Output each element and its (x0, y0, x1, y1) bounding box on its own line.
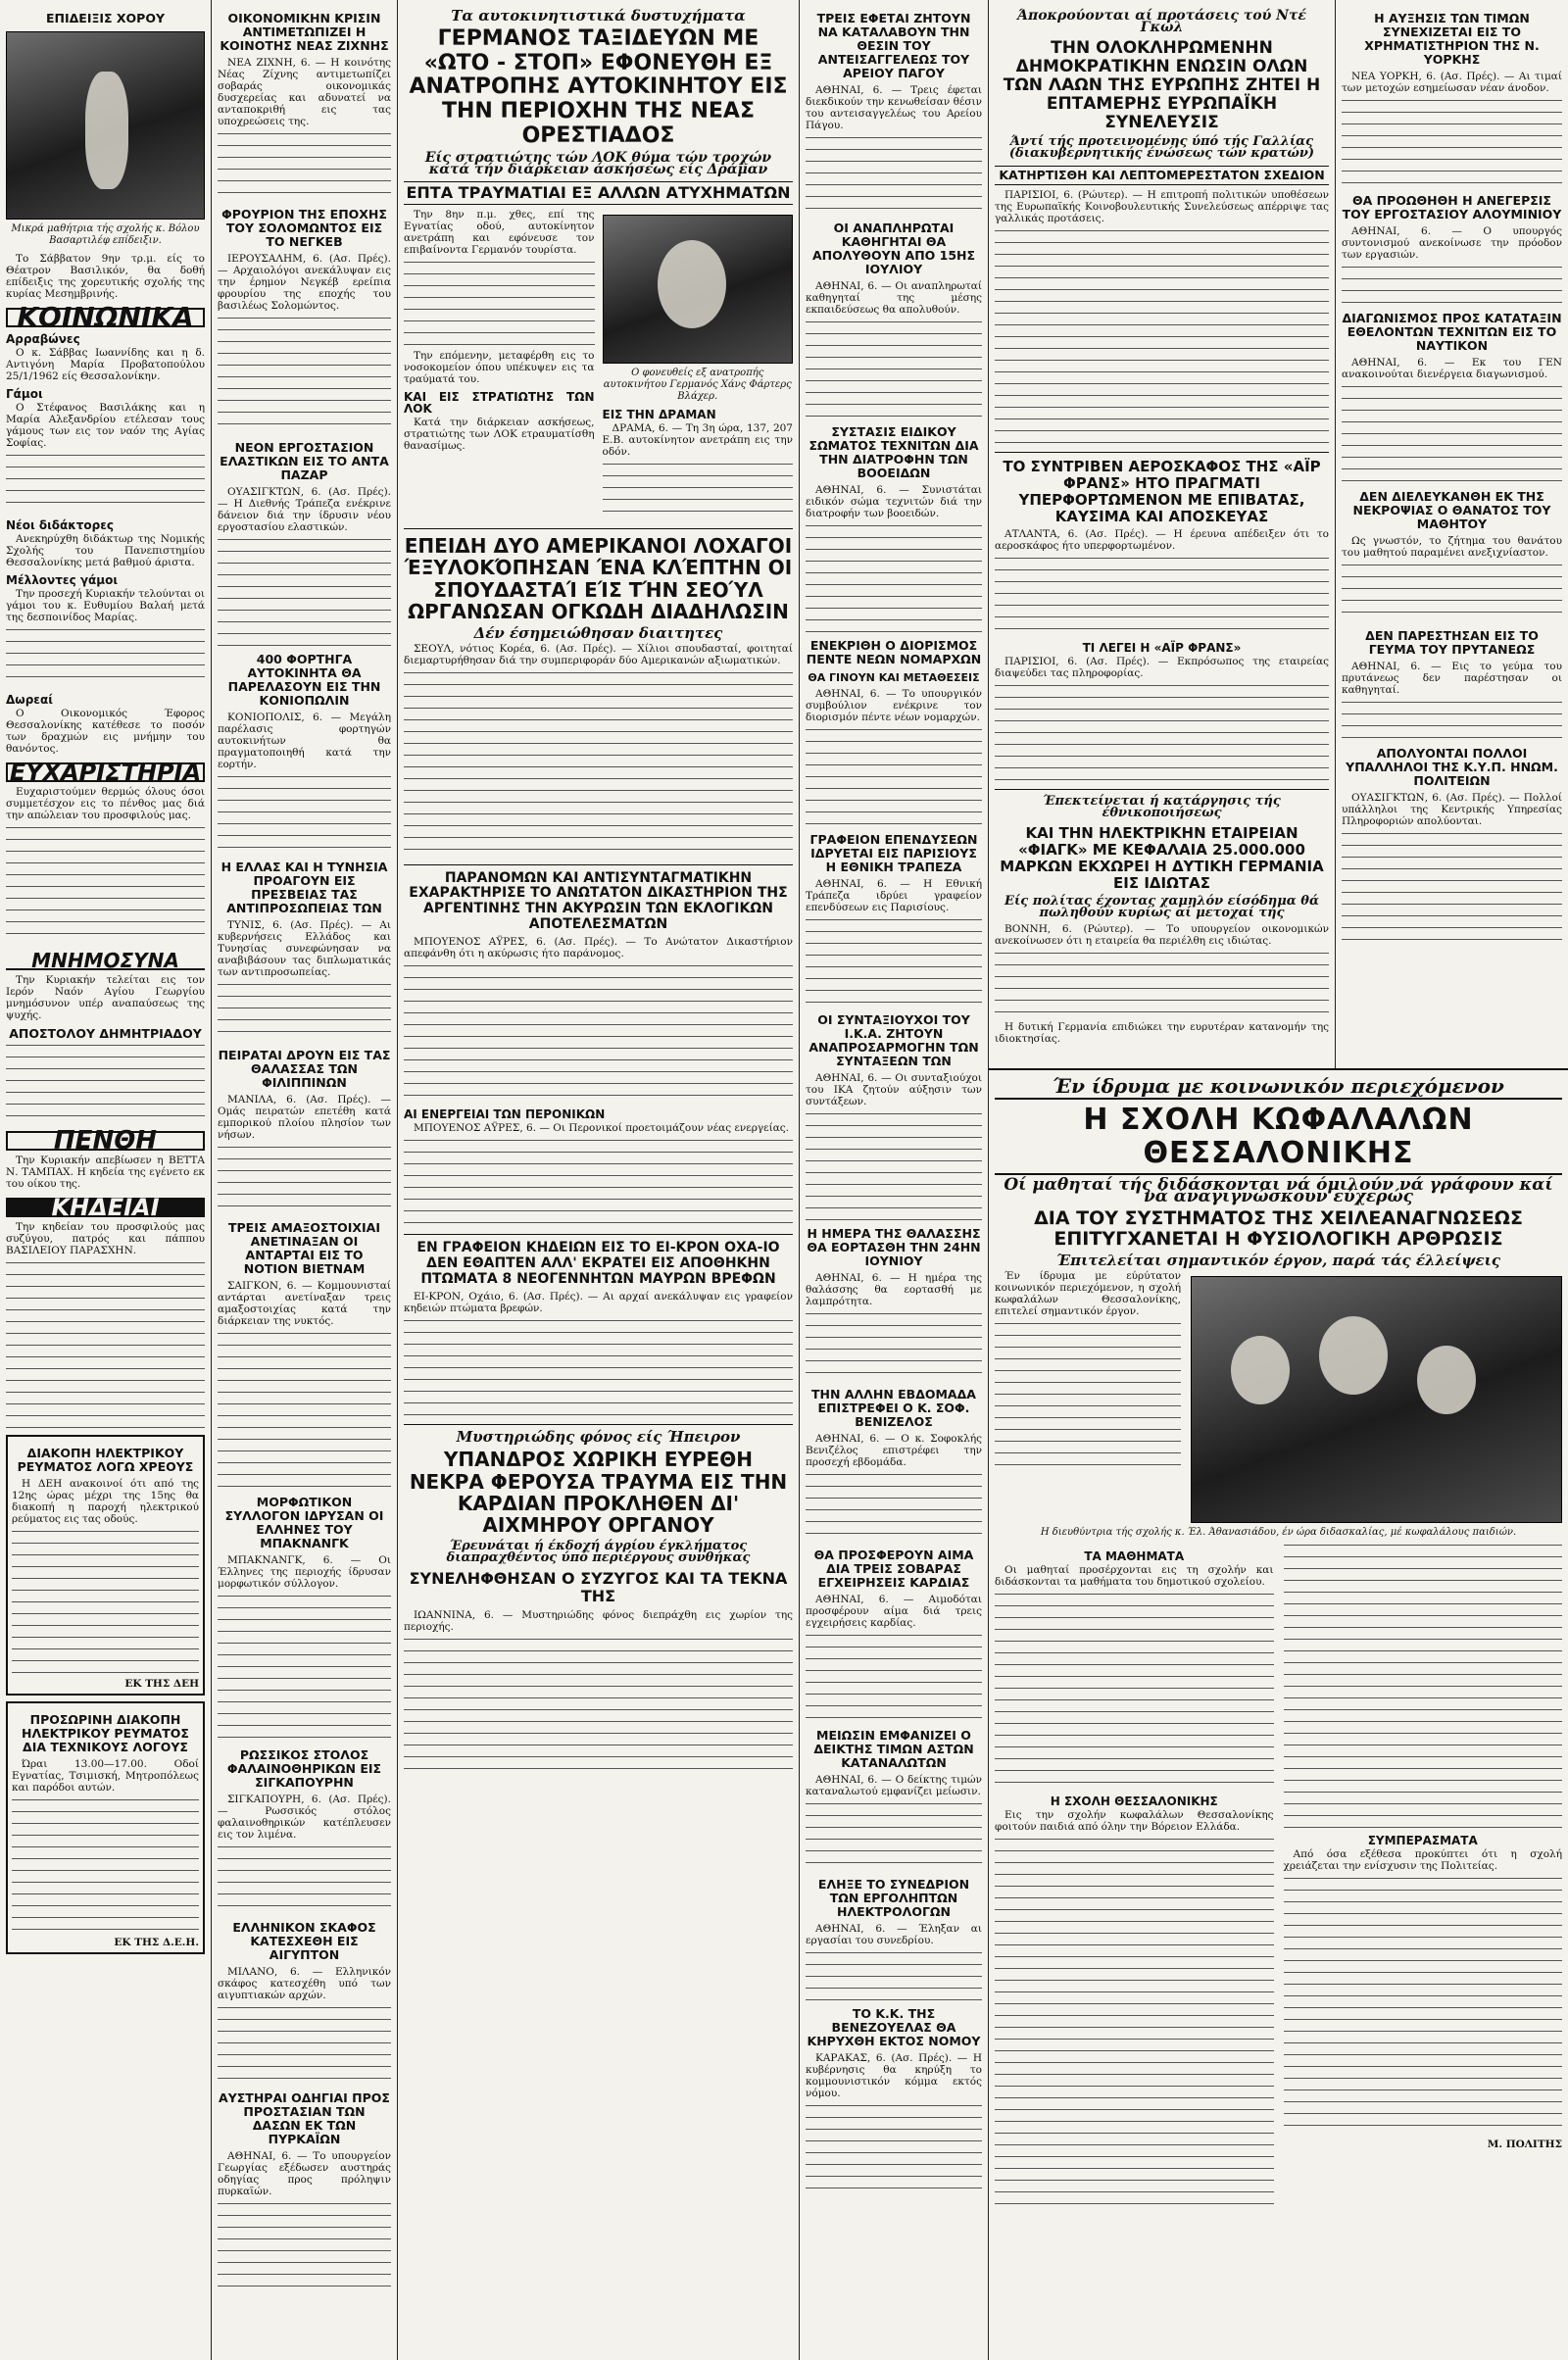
victim-photo (603, 215, 794, 364)
text-block (218, 133, 391, 202)
headline: ΣΥΝΕΛΗΦΘΗΣΑΝ Ο ΣΥΖΥΓΟΣ ΚΑΙ ΤΑ ΤΕΚΝΑ ΤΗΣ (409, 1568, 788, 1605)
subheading: ΤΙ ΛΕΓΕΙ Η «ΑΪΡ ΦΡΑΝΣ» (1082, 641, 1242, 656)
lead-headline: ΓΕΡΜΑΝΟΣ ΤΑΞΙΔΕΥΩΝ ΜΕ «ΩΤΟ - ΣΤΟΠ» ΕΦΟΝΕΥΘΗ ΕΞ ΑΝΑΤΡΟΠΗΣ ΑΥΤΟΚΙΝΗΤΟΥ ΕΙΣ ΤΗΝ ΠΕΡΙΟΧΗΝ ΤΗΣ ΝΕΑΣ ΟΡΕΣΤΙΑΔΟΣ (409, 26, 788, 148)
text-block (218, 539, 391, 647)
kicker: Τα αυτοκινητιστικά δυστυχήματα (451, 7, 746, 25)
article-text: ΑΘΗΝΑΙ, 6. — Το υπουργικόν συμβούλιον ενέκρινε τον διορισμόν πέντε νέων νομαρχών. (806, 688, 982, 724)
headline: ΕΠΤΑ ΤΡΑΥΜΑΤΙΑΙ ΕΞ ΑΛΛΩΝ ΑΤΥΧΗΜΑΤΩΝ (404, 181, 793, 205)
text-block (806, 919, 982, 1008)
article-text: ΙΩΑΝΝΙΝΑ, 6. — Μυστηριώδης φόνος διεπράχθη εις χωρίον της περιοχής. (404, 1608, 793, 1633)
article-text: ΑΘΗΝΑΙ, 6. — Συνιστάται ειδικόν σώμα τεχνιτών διά την διατροφήν των βοοειδών. (806, 484, 982, 519)
headline: ΕΝΕΚΡΙΘΗ Ο ΔΙΟΡΙΣΜΟΣ ΠΕΝΤΕ ΝΕΩΝ ΝΟΜΑΡΧΩΝ (806, 638, 982, 666)
article-text: Ως γνωστόν, το ζήτημα του θανάτου του μαθητού παραμένει ανεξιχνίαστον. (1342, 535, 1562, 559)
text-block (806, 729, 982, 827)
headline: ΑΥΣΤΗΡΑΙ ΟΔΗΓΙΑΙ ΠΡΟΣ ΠΡΟΣΤΑΣΙΑΝ ΤΩΝ ΔΑΣΩΝ ΕΚ ΤΩΝ ΠΥΡΚΑΪΩΝ (219, 2090, 390, 2146)
headline: ΤΟ Κ.Κ. ΤΗΣ ΒΕΝΕΖΟΥΕΛΑΣ ΘΑ ΚΗΡΥΧΘΗ ΕΚΤΟΣ ΝΟΜΟΥ (807, 2006, 981, 2049)
headline-air-france: ΤΟ ΣΥΝΤΡΙΒΕΝ ΑΕΡΟΣΚΑΦΟΣ ΤΗΣ «ΑΪΡ ΦΡΑΝΣ» ΗΤΟ ΠΡΑΓΜΑΤΙ ΥΠΕΡΦΟΡΤΩΜΕΝΟΝ ΜΕ ΕΠΙΒΑΤΑΣ, ΚΑΥΣΙΜΑ ΚΑΙ ΑΠΟΣΚΕΥΑΣ (1003, 458, 1321, 525)
text-block (404, 965, 793, 1103)
section-funerals: ΚΗΔΕΙΑΙ (6, 1198, 205, 1217)
photo-caption: Ο φονευθείς εξ ανατροπής αυτοκινήτου Γερμανός Χάνς Φάρτερς Βλάχερ. (603, 368, 792, 403)
article-text: ΤΥΝΙΣ, 6. (Ασ. Πρές). — Αι κυβερνήσεις Ελλάδος και Τυνησίας συνεφώνησαν να αναβιβάσουν τας διπλωματικάς των αντιπροσωπείας. (218, 919, 391, 978)
headline-epirus: ΥΠΑΝΔΡΟΣ ΧΩΡΙΚΗ ΕΥΡΕΘΗ ΝΕΚΡΑ ΦΕΡΟΥΣΑ ΤΡΑΥΜΑ ΕΙΣ ΤΗΝ ΚΑΡΔΙΑΝ ΠΡΟΚΛΗΘΕΝ ΔΙ' ΑΙΧΜΗΡΟΥ ΟΡΓΑΝΟΥ (409, 1448, 788, 1538)
feature-title: Η ΣΧΟΛΗ ΚΩΦΑΛΑΛΩΝ ΘΕΣΣΑΛΟΝΙΚΗΣ (995, 1098, 1562, 1175)
classroom-photo (1191, 1276, 1562, 1523)
article-text: ΑΘΗΝΑΙ, 6. — Η ημέρα της θαλάσσης θα εορτασθή με λαμπρότητα. (806, 1272, 982, 1308)
text-block (806, 1952, 982, 2001)
headline: ΤΡΕΙΣ ΕΦΕΤΑΙ ΖΗΤΟΥΝ ΝΑ ΚΑΤΑΛΑΒΟΥΝ ΤΗΝ ΘΕΣΙΝ ΤΟΥ ΑΝΤΕΙΣΑΓΓΕΛΕΩΣ ΤΟΥ ΑΡΕΙΟΥ ΠΑΓΟΥ (816, 11, 971, 80)
subheadline: Άντί τής προτεινομένης ύπό τής Γαλλίας (διακυβερνητικής ένώσεως τών κρατών) (1008, 134, 1315, 162)
headline-seoul: ΕΠΕΙΔΗ ΔΥΟ ΑΜΕΡΙΚΑΝΟΙ ΛΟΧΑΓΟΙ ΈΞΥΛΟΚΌΠΗΣΑΝ ΈΝΑ ΚΛΈΠΤΗΝ ΟΙ ΣΠΟΥΔΑΣΤΑΊ ΕΊΣ ΤΉΝ ΣΕΟΎΛ ΩΡΓΑΝΩΣΑΝ ΟΓΚΩΔΗ ΔΙΑΔΗΛΩΣΙΝ (404, 534, 793, 624)
article-text: ΑΘΗΝΑΙ, 6. — Εκ του ΓΕΝ ανακοινούται διενέργεια διαγωνισμού. (1342, 357, 1562, 380)
article-text: ΟΥΑΣΙΓΚΤΩΝ, 6. (Ασ. Πρές). — Πολλοί υπάλληλοι της Κεντρικής Υπηρεσίας Πληροφοριών απολύονται. (1342, 792, 1562, 827)
headline: ΟΙΚΟΝΟΜΙΚΗΝ ΚΡΙΣΙΝ ΑΝΤΙΜΕΤΩΠΙΖΕΙ Η ΚΟΙΝΟΤΗΣ ΝΕΑΣ ΖΙΧΝΗΣ (220, 11, 389, 53)
photo-caption: Μικρά μαθήτρια τής σχολής κ. Βόλου Βασαρτιλέφ επίδειξιν. (11, 223, 200, 246)
text-block (1342, 267, 1562, 306)
feature-subheadline-2: ΔΙΑ ΤΟΥ ΣΥΣΤΗΜΑΤΟΣ ΤΗΣ ΧΕΙΛΕΑΝΑΓΝΩΣΕΩΣ ΕΠΙΤΥΓΧΑΝΕΤΑΙ Η ΦΥΣΙΟΛΟΓΙΚΗ ΑΡΘΡΩΣΙΣ (1034, 1207, 1523, 1251)
text-block (218, 1596, 391, 1743)
donations-heading: Δωρεαί (6, 693, 53, 707)
article-text: ΣΙΓΚΑΠΟΥΡΗ, 6. (Ασ. Πρές). — Ρωσσικός στόλος φαλαινοθηρικών κατέπλευσεν εις τον λιμένα. (218, 1794, 391, 1841)
headline: ΤΡΕΙΣ ΑΜΑΞΟΣΤΟΙΧΙΑΙ ΑΝΕΤΙΝΑΞΑΝ ΟΙ ΑΝΤΑΡΤΑΙ ΕΙΣ ΤΟ ΝΟΤΙΟΝ ΒΙΕΤΝΑΜ (227, 1220, 381, 1276)
feature-text: Από όσα εξέθεσα προκύπτει ότι η σχολή χρειάζεται την ενίσχυσιν της Πολιτείας. (1283, 1847, 1562, 1872)
column-news-4 (800, 0, 988, 2360)
section-memorial: ΜΝΗΜΟΣΥΝΑ (6, 953, 205, 970)
article-text: ΕΙ-ΚΡΟΝ, Οχάιο, 6. (Ασ. Πρές). — Αι αρχαί ανεκάλυψαν εις γραφείον κηδειών πτώματα βρεφών. (404, 1291, 793, 1315)
headline: Η ΕΛΛΑΣ ΚΑΙ Η ΤΥΝΗΣΙΑ ΠΡΟΑΓΟΥΝ ΕΙΣ ΠΡΕΣΒΕΙΑΣ ΤΑΣ ΑΝΤΙΠΡΟΣΩΠΕΙΑΣ ΤΩΝ (220, 860, 388, 915)
text-block (1284, 1545, 1563, 1829)
article-text: ΑΘΗΝΑΙ, 6. — Το υπουργείον Γεωργίας εξέδωσεν αυστηράς οδηγίας προς πρόληψιν πυρκαϊών. (218, 2150, 391, 2197)
text-block (995, 1839, 1274, 2211)
power-notice (6, 1435, 205, 1696)
headline-fiagk: ΚΑΙ ΤΗΝ ΗΛΕΚΤΡΙΚΗΝ ΕΤΑΙΡΕΙΑΝ «ΦΙΑΓΚ» ΜΕ ΚΕΦΑΛΑΙΑ 25.000.000 ΜΑΡΚΩΝ ΕΚΧΩΡΕΙ Η ΔΥΤΙΚΗ ΓΕΡΜΑΝΙΑ ΕΙΣ ΙΔΙΩΤΑΣ (1000, 824, 1324, 892)
article-text: ΑΘΗΝΑΙ, 6. — Οι συνταξιούχοι του ΙΚΑ ζητούν αύξησιν των συντάξεων. (806, 1072, 982, 1108)
subheading: ΕΙΣ ΤΗΝ ΔΡΑΜΑΝ (602, 408, 716, 422)
engagements-text: Ο κ. Σάββας Ιωαννίδης και η δ. Αντιγόνη Μαρία Προβατοπούλου 25/1/1962 είς Θεσσαλονίκην. (6, 347, 205, 382)
text-block (6, 455, 205, 514)
subheading: ΣΥΜΠΕΡΑΣΜΑΤΑ (1367, 1833, 1478, 1847)
headline: ΚΑΤΗΡΤΙΣΘΗ ΚΑΙ ΛΕΠΤΟΜΕΡΕΣΤΑΤΟΝ ΣΧΕΔΙΟΝ (995, 166, 1329, 185)
article-text: Την επόμενην, μεταφέρθη εις το νοσοκομείον όπου υπέκυψεν εις τα τραύματά του. (404, 350, 595, 386)
headline: ΡΩΣΣΙΚΟΣ ΣΤΟΛΟΣ ΦΑΛΑΙΝΟΘΗΡΙΚΩΝ ΕΙΣ ΣΙΓΚΑΠΟΥΡΗΝ (226, 1747, 382, 1790)
section-mourning: ΠΕΝΘΗ (6, 1131, 205, 1151)
headline: ΟΙ ΑΝΑΠΛΗΡΩΤΑΙ ΚΑΘΗΓΗΤΑΙ ΘΑ ΑΠΟΛΥΘΟΥΝ ΑΠΟ 15ΗΣ ΙΟΥΛΙΟΥ (811, 221, 976, 276)
article-text: Κατά την διάρκειαν ασκήσεως, στρατιώτης των ΛΟΚ ετραυματίσθη θανασίμως. (404, 417, 595, 453)
thanks-text: Ευχαριστούμεν θερμώς όλους όσοι συμμετέσχον εις το πένθος μας διά την απώλειαν του προσφιλούς μας. (6, 786, 205, 821)
headline: ΠΕΙΡΑΤΑΙ ΔΡΟΥΝ ΕΙΣ ΤΑΣ ΘΑΛΑΣΣΑΣ ΤΩΝ ΦΙΛΙΠΠΙΝΩΝ (218, 1048, 391, 1090)
photo-headline: ΕΠΙΔΕΙΞΙΣ ΧΟΡΟΥ (45, 11, 166, 25)
text-block (995, 558, 1329, 636)
headline: ΟΙ ΣΥΝΤΑΞΙΟΥΧΟΙ ΤΟΥ Ι.Κ.Α. ΖΗΤΟΥΝ ΑΝΑΠΡΟΣΑΡΜΟΓΗΝ ΤΩΝ ΣΥΝΤΑΞΕΩΝ ΤΩΝ (808, 1012, 979, 1069)
article-text: ΠΑΡΙΣΙΟΙ, 6. (Ρώυτερ). — Η επιτροπή πολιτικών υποθέσεων της Ευρωπαϊκής Κοινοβουλευτικής Συνελεύσεως απέρριψε τας γαλλικάς προτάσεις. (995, 189, 1329, 225)
article-text: ΣΑΙΓΚΟΝ, 6. — Κομμουνισταί αντάρται ανετίναξαν τρεις αμαξοστοιχίας κατά την διάρκειαν της νυκτός. (218, 1280, 391, 1327)
text-block (404, 1320, 793, 1418)
mourning-text: Την Κυριακήν απεβίωσεν η ΒΕΤΤΑ Ν. ΤΑΜΠΑΧ. Η κηδεία της εγένετο εκ του οίκου της. (6, 1155, 205, 1190)
article-text: ΟΥΑΣΙΓΚΤΩΝ, 6. (Ασ. Πρές). — Η Διεθνής Τράπεζα ενέκρινε δάνειον διά την ίδρυσιν νέου εργοστασίου ελαστικών. (218, 486, 391, 533)
memorial-name: ΑΠΟΣΤΟΛΟΥ ΔΗΜΗΤΡΙΑΔΟΥ (9, 1026, 202, 1041)
subheading: ΑΙ ΕΝΕΡΓΕΙΑΙ ΤΩΝ ΠΕΡΟΝΙΚΩΝ (404, 1107, 606, 1122)
weddings-text: Ο Στέφανος Βασιλάκης και η Μαρία Αλεξανδρίου ετέλεσαν τους γάμους των εις τον ναόν της Αγίας Σοφίας. (6, 402, 205, 449)
headline-akron: ΕΝ ΓΡΑΦΕΙΟΝ ΚΗΔΕΙΩΝ ΕΙΣ ΤΟ ΕΙ-ΚΡΟΝ ΟΧΑ-ΙΟ ΔΕΝ ΕΘΑΠΤΕΝ ΑΛΛ' ΕΚΡΑΤΕΙ ΕΙΣ ΑΠΟΘΗΚΗΝ ΠΤΩΜΑΤΑ 8 ΝΕΟΓΕΝΝΗΤΩΝ ΜΑΥΡΩΝ ΒΡΕΦΩΝ (416, 1240, 780, 1287)
text-block (12, 1531, 199, 1678)
headline: ΔΕΝ ΠΑΡΕΣΤΗΣΑΝ ΕΙΣ ΤΟ ΓΕΥΜΑ ΤΟΥ ΠΡΥΤΑΝΕΩΣ (1365, 628, 1539, 657)
article-text: ΑΘΗΝΑΙ, 6. — Οι αναπληρωταί καθηγηταί της μέσης εκπαιδεύσεως θα απολυθούν. (806, 280, 982, 316)
headline: ΣΥΣΤΑΣΙΣ ΕΙΔΙΚΟΥ ΣΩΜΑΤΟΣ ΤΕΧΝΙΤΩΝ ΔΙΑ ΤΗΝ ΔΙΑΤΡΟΦΗΝ ΤΩΝ ΒΟΟΕΙΔΩΝ (808, 424, 979, 480)
weddings-heading: Γάμοι (6, 387, 43, 401)
author-signature: Μ. ΠΟΛΙΤΗΣ (1487, 2138, 1562, 2150)
text-block (1342, 386, 1562, 484)
headline: ΦΡΟΥΡΙΟΝ ΤΗΣ ΕΠΟΧΗΣ ΤΟΥ ΣΟΛΟΜΩΝΤΟΣ ΕΙΣ ΤΟ ΝΕΓΚΕΒ (221, 207, 387, 249)
headline: ΜΟΡΦΩΤΙΚΟΝ ΣΥΛΛΟΓΟΝ ΙΔΡΥΣΑΝ ΟΙ ΕΛΛΗΝΕΣ ΤΟΥ ΜΠΑΚΝΑΝΓΚ (224, 1495, 384, 1550)
article-text: ΜΠΑΚΝΑΝΓΚ, 6. — Οι Έλληνες της περιοχής ίδρυσαν μορφωτικόν σύλλογον. (218, 1554, 391, 1590)
text-block (806, 525, 982, 633)
article-text: ΙΕΡΟΥΣΑΛΗΜ, 6. (Ασ. Πρές). — Αρχαιολόγοι ανεκάλυψαν εις την έρημον Νεγκέβ ερείπια φρουρίου της εποχής του βασιλέως Σολομώντος. (218, 253, 391, 312)
article-text: ΑΘΗΝΑΙ, 6. — Ο υπουργός συντονισμού ανεκοίνωσε την πρόοδον των εργασιών. (1342, 225, 1562, 261)
article-text: ΜΠΟΥΕΝΟΣ ΑΫΡΕΣ, 6. — Οι Περονικοί προετοιμάζουν νέας ενεργείας. (414, 1122, 790, 1135)
text-block (218, 1333, 391, 1490)
text-block (6, 1262, 205, 1429)
text-block (995, 230, 1329, 446)
article-text: ΜΙΛΑΝΟ, 6. — Ελληνικόν σκάφος κατεσχέθη υπό των αιγυπτιακών αρχών. (218, 1966, 391, 2001)
notice2-text: Ώραι 13.00—17.00. Οδοί Εγνατίας, Τσιμισκή, Μητροπόλεως και παρόδοι αυτών. (12, 1758, 199, 1794)
article-text: ΑΘΗΝΑΙ, 6. — Εις το γεύμα του πρυτάνεως δεν παρέστησαν οι καθηγηταί. (1342, 661, 1562, 696)
text-block (218, 2203, 391, 2291)
column-news-3 (398, 0, 799, 2360)
headline: ΘΑ ΠΡΟΣΦΕΡΟΥΝ ΑΙΜΑ ΔΙΑ ΤΡΕΙΣ ΣΟΒΑΡΑΣ ΕΓΧΕΙΡΗΣΕΙΣ ΚΑΡΔΙΑΣ (813, 1548, 974, 1591)
article-text: ΜΠΟΥΕΝΟΣ ΑΫΡΕΣ, 6. (Ασ. Πρές). — Το Ανώτατον Δικαστήριον απεφάνθη ότι η ακύρωσις ήτο παράνομος. (404, 936, 793, 960)
article-text: ΣΕΟΥΛ, νότιος Κορέα, 6. (Ασ. Πρές). — Χίλιοι σπουδασταί, φοιτηταί διεμαρτυρήθησαν διά την συμπεριφοράν δύο Αμερικανών αξιωματικών. (404, 642, 793, 666)
feature-text: Εις την σχολήν κωφαλάλων Θεσσαλονίκης φοιτούν παιδιά από όλην την Βόρειον Ελλάδα. (995, 1808, 1274, 1833)
headline: ΕΛΗΞΕ ΤΟ ΣΥΝΕΔΡΙΟΝ ΤΩΝ ΕΡΓΟΛΗΠΤΩΝ ΗΛΕΚΤΡΟΛΟΓΩΝ (817, 1877, 970, 1920)
feature-text: Οι μαθηταί προσέρχονται εις τη σχολήν και διδάσκονται τα μαθήματα του δημοτικού σχολείου. (995, 1563, 1274, 1588)
subheading: Η ΣΧΟΛΗ ΘΕΣΣΑΛΟΝΙΚΗΣ (1050, 1794, 1218, 1808)
column-news-5 (989, 0, 1335, 1068)
subheading: ΚΑΙ ΕΙΣ ΣΤΡΑΤΙΩΤΗΣ ΤΩΝ ΛΟΚ (404, 390, 595, 417)
headline: Η ΗΜΕΡΑ ΤΗΣ ΘΑΛΑΣΣΗΣ ΘΑ ΕΟΡΤΑΣΘΗ ΤΗΝ 24ΗΝ ΙΟΥΝΙΟΥ (807, 1226, 981, 1269)
article-text: ΑΘΗΝΑΙ, 6. — Η Εθνική Τράπεζα ιδρύει γραφείον επενδύσεων εις Παρισίους. (806, 878, 982, 914)
article-text: Την 8ην π.μ. χθες, επί της Εγνατίας οδού, αυτοκίνητον ανετράπη και εφόνευσε τον επιβαίνοντα Γερμανόν τουρίστα. (404, 209, 595, 257)
text-block (404, 262, 595, 350)
column-news-2 (212, 0, 397, 2360)
notice-signature: ΕΚ ΤΗΣ ΔΕΗ (124, 1678, 199, 1690)
text-block (806, 1113, 982, 1221)
article-text: ΠΑΡΙΣΙΟΙ, 6. (Ασ. Πρές). — Εκπρόσωπος της εταιρείας διαψεύδει τας πληροφορίας. (995, 656, 1329, 680)
text-block (218, 318, 391, 435)
text-block (995, 685, 1329, 783)
text-block (218, 1846, 391, 1915)
subheadline: Είς πολίτας έχοντας χαμηλόν είσόδημα θά πωληθούν κυρίως αί μετοχαί τής (1004, 893, 1319, 920)
text-block (6, 827, 205, 945)
subheading: ΘΑ ΓΙΝΟΥΝ ΚΑΙ ΜΕΤΑΘΕΣΕΙΣ (808, 671, 980, 684)
headline: ΝΕΟΝ ΕΡΓΟΣΤΑΣΙΟΝ ΕΛΑΣΤΙΚΩΝ ΕΙΣ ΤΟ ΑΝΤΑ ΠΑΖΑΡ (220, 440, 389, 482)
headline: ΘΑ ΠΡΟΩΘΗΘΗ Η ΑΝΕΓΕΡΣΙΣ ΤΟΥ ΕΡΓΟΣΤΑΣΙΟΥ ΑΛΟΥΜΙΝΙΟΥ (1342, 193, 1562, 221)
text-block (404, 1140, 793, 1228)
text-block (218, 2007, 391, 2086)
engagements-heading: Αρραβώνες (6, 332, 80, 346)
text-block (1342, 833, 1562, 941)
article-text: ΚΟΝΙΟΠΟΛΙΣ, 6. — Μεγάλη παρέλασις φορτηγών αυτοκινήτων θα πραγματοποιηθή κατά την εορτήν. (218, 712, 391, 770)
headline: 400 ΦΟΡΤΗΓΑ ΑΥΤΟΚΙΝΗΤΑ ΘΑ ΠΑΡΕΛΑΣΟΥΝ ΕΙΣ ΤΗΝ ΚΟΝΙΟΠΩΛΙΝ (227, 652, 381, 708)
headline: ΜΕΙΩΣΙΝ ΕΜΦΑΝΙΖΕΙ Ο ΔΕΙΚΤΗΣ ΤΙΜΩΝ ΑΣΤΩΝ ΚΑΤΑΝΑΛΩΤΩΝ (813, 1728, 974, 1771)
text-block (806, 1635, 982, 1723)
memorial-text: Την Κυριακήν τελείται εις τον Ιερόν Ναόν Αγίου Γεωργίου μνημόσυνον υπέρ αναπαύσεως της ψυχής. (6, 974, 205, 1021)
intro-text: Το Σάββατον 9ην τρ.μ. είς το Θέατρον Βασιλικόν, θα δοθή επίδειξις της χορευτικής σχολής της κυρίας Μεσημβρινής. (6, 253, 205, 300)
subheadline: Δέν έσημειώθησαν διαιτητες (473, 623, 723, 642)
section-social: ΚΟΙΝΩΝΙΚΑ (6, 308, 205, 327)
text-block (404, 1639, 793, 1776)
article-text: ΑΘΗΝΑΙ, 6. — Ο κ. Σοφοκλής Βενιζέλος επιστρέφει την προσεχή εβδομάδα. (806, 1433, 982, 1469)
lead-headline-europe: ΤΗΝ ΟΛΟΚΛΗΡΩΜΕΝΗΝ ΔΗΜΟΚΡΑΤΙΚΗΝ ΕΝΩΣΙΝ ΟΛΩΝ ΤΩΝ ΛΑΩΝ ΤΗΣ ΕΥΡΩΠΗΣ ΖΗΤΕΙ Η ΕΠΤΑΜΕΡΗΣ ΕΥΡΩΠΑΪΚΗ ΣΥΝΕΛΕΥΣΙΣ (1003, 38, 1321, 133)
headline-argentina: ΠΑΡΑΝΟΜΩΝ ΚΑΙ ΑΝΤΙΣΥΝΤΑΓΜΑΤΙΚΗΝ ΕΧΑΡΑΚΤΗΡΙΣΕ ΤΟ ΑΝΩΤΑΤΟΝ ΔΙΚΑΣΤΗΡΙΟΝ ΤΗΣ ΑΡΓΕΝΤΙΝΗΣ ΤΗΝ ΑΚΥΡΩΣΙΝ ΤΩΝ ΕΚΛΟΓΙΚΩΝ ΑΠΟΤΕΛΕΣΜΑΤΩΝ (409, 869, 788, 932)
kicker: Μυστηριώδης φόνος είς Ήπειρον (456, 1428, 741, 1447)
article-text: Η δυτική Γερμανία επιδιώκει την ευρυτέραν κατανομήν της ιδιοκτησίας. (995, 1020, 1329, 1045)
text-block (404, 672, 793, 859)
text-block (995, 1323, 1181, 1470)
article-text: ΑΘΗΝΑΙ, 6. — Τρεις έφεται διεκδικούν την κενωθείσαν θέσιν του αντεισαγγελέως του Αρείου Πάγου. (806, 84, 982, 131)
dancer-photo (6, 31, 205, 220)
kicker: Έπεκτείνεται ή κατάργησις τής έθνικοποιήσεως (1043, 794, 1281, 821)
power-notice-2 (6, 1701, 205, 1954)
column-social (0, 0, 211, 2360)
article-text: ΑΤΛΑΝΤΑ, 6. (Ασ. Πρές). — Η έρευνα απέδειξεν ότι το αεροσκάφος ήτο υπερφορτωμένον. (995, 528, 1329, 553)
text-block (806, 1803, 982, 1872)
feature-deaf-school (989, 1068, 1568, 2360)
headline: ΔΕΝ ΔΙΕΛΕΥΚΑΝΘΗ ΕΚ ΤΗΣ ΝΕΚΡΟΨΙΑΣ Ο ΘΑΝΑΤΟΣ ΤΟΥ ΜΑΘΗΤΟΥ (1352, 489, 1551, 531)
article-text: ΔΡΑΜΑ, 6. — Τη 3η ώρα, 137, 207 Ε.Β. αυτοκίνητον ανετράπη εις την οδόν. (602, 422, 793, 459)
headline: ΕΛΛΗΝΙΚΟΝ ΣΚΑΦΟΣ ΚΑΤΕΣΧΕΘΗ ΕΙΣ ΑΙΓΥΠΤΟΝ (232, 1920, 376, 1962)
headline: ΓΡΑΦΕΙΟΝ ΕΠΕΝΔΥΣΕΩΝ ΙΔΡΥΕΤΑΙ ΕΙΣ ΠΑΡΙΣΙΟΥΣ Η ΕΘΝΙΚΗ ΤΡΑΠΕΖΑ (809, 832, 978, 875)
kicker: Άποκρούονται αί προτάσεις τού Ντέ Γκώλ (1017, 8, 1306, 35)
feature-subheadline-3: Έπιτελείται σημαντικόν έργον, παρά τάς έλλείψεις (1055, 1251, 1501, 1269)
distinctions-text: Ανεκηρύχθη διδάκτωρ της Νομικής Σχολής του Πανεπιστημίου Θεσσαλονίκης μετά βαθμού άριστα. (6, 533, 205, 568)
text-block (995, 1594, 1274, 1790)
article-text: ΝΕΑ ΥΟΡΚΗ, 6. (Ασ. Πρές). — Αι τιμαί των μετοχών εσημείωσαν νέαν άνοδον. (1342, 71, 1562, 94)
feature-subheadline: Οί μαθηταί τής διδάσκονται νά όμιλούν νά γράφουν καί νά άναγιγνώσκουν εύχερώς (1004, 1175, 1553, 1207)
text-block (995, 953, 1329, 1021)
notice-text: Η ΔΕΗ ανακοινοί ότι από της 12ης ώρας μέχρι της 15ης θα διακοπή η παροχή ηλεκτρικού ρεύματος εις τας οδούς. (12, 1478, 199, 1525)
section-thanks: ΕΥΧΑΡΙΣΤΗΡΙΑ (6, 762, 205, 782)
text-block (806, 1313, 982, 1382)
text-block (806, 137, 982, 216)
article-text: ΝΕΑ ΖΙΧΝΗ, 6. — Η κοινότης Νέας Ζίχνης αντιμετωπίζει σοβαράς οικονομικάς δυσχερείας και αδυνατεί να ανταποκριθή εις τας υποχρεώσεις της. (218, 57, 391, 127)
text-block (806, 2105, 982, 2193)
text-block (806, 1474, 982, 1543)
headline: ΔΙΑΓΩΝΙΣΜΟΣ ΠΡΟΣ ΚΑΤΑΤΑΞΙΝ ΕΘΕΛΟΝΤΩΝ ΤΕΧΝΙΤΩΝ ΕΙΣ ΤΟ ΝΑΥΤΙΚΟΝ (1342, 311, 1562, 353)
headline: ΑΠΟΛΥΟΝΤΑΙ ΠΟΛΛΟΙ ΥΠΑΛΛΗΛΟΙ ΤΗΣ Κ.Υ.Π. ΗΝΩΜ. ΠΟΛΙΤΕΙΩΝ (1346, 746, 1558, 788)
text-block (1284, 1878, 1563, 2133)
distinctions-heading: Νέοι διδάκτορες (6, 518, 115, 532)
subheadline: Έρευνάται ή έκδοχή άγρίου έγκλήματος διαπραχθέντος ύπό περιέργους συνθήκας (446, 1538, 751, 1565)
feature-text: Έν ίδρυμα με εύρύτατον κοινωνικόν περιεχόμενον, η σχολή κωφαλάλων Θεσσαλονίκης, επιτελεί σημαντικόν έργον. (995, 1269, 1181, 1317)
headline: ΤΗΝ ΑΛΛΗΝ ΕΒΔΟΜΑΔΑ ΕΠΙΣΤΡΕΦΕΙ Ο Κ. ΣΟΦ. ΒΕΝΙΖΕΛΟΣ (811, 1387, 976, 1430)
text-block (6, 629, 205, 688)
funerals-text: Την κηδείαν του προσφιλούς μας συζύγου, πατρός και πάππου ΒΑΣΙΛΕΙΟΥ ΠΑΡΑΣΧΗΝ. (6, 1221, 205, 1256)
column-news-6 (1336, 0, 1568, 1068)
photo-caption: Η διευθύντρια τής σχολής κ. Έλ. Άθανασιάδου, έν ώρα διδασκαλίας, μέ κωφαλάλους παιδιών. (1040, 1526, 1517, 1538)
notice-headline: ΔΙΑΚΟΠΗ ΗΛΕΚΤΡΙΚΟΥ ΡΕΥΜΑΤΟΣ ΛΟΓΩ ΧΡΕΟΥΣ (17, 1446, 194, 1474)
donations-text: Ο Οικονομικός Έφορος Θεσσαλονίκης κατέθεσε το ποσόν των δραχμών εις μνήμην του θανόντος. (6, 708, 205, 755)
article-text: ΒΟΝΝΗ, 6. (Ρώυτερ). — Το υπουργείον οικονομικών ανεκοίνωσεν ότι η εταιρεία θα περιέλθη εις ιδιώτας. (995, 922, 1329, 947)
article-text: ΑΘΗΝΑΙ, 6. — Έληξαν αι εργασίαι του συνεδρίου. (806, 1923, 982, 1947)
article-text: ΜΑΝΙΛΑ, 6. (Ασ. Πρές). — Ομάς πειρατών επετέθη κατά εμπορικού πλοίου πλησίον των νήσων. (218, 1094, 391, 1141)
article-text: ΚΑΡΑΚΑΣ, 6. (Ασ. Πρές). — Η κυβέρνησις θα κηρύξη το κομμουνιστικόν κόμμα εκτός νόμου. (806, 2052, 982, 2100)
text-block (12, 1799, 199, 1937)
text-block (218, 776, 391, 855)
text-block (218, 984, 391, 1043)
future-weddings-heading: Μέλλοντες γάμοι (6, 573, 119, 587)
text-block (806, 321, 982, 419)
subheading: ΤΑ ΜΑΘΗΜΑΤΑ (1084, 1549, 1185, 1563)
future-weddings-text: Την προσεχή Κυριακήν τελούνται οι γάμοι του κ. Ευθυμίου Βαλαή μετά της δεσποινίδος Μαρίας. (6, 588, 205, 623)
article-text: ΑΘΗΝΑΙ, 6. — Ο δείκτης τιμών καταναλωτού εμφανίζει μείωσιν. (806, 1774, 982, 1798)
text-block (218, 1147, 391, 1215)
article-text: ΑΘΗΝΑΙ, 6. — Αιμοδόται προσφέρουν αίμα διά τρεις εγχειρήσεις καρδίας. (806, 1594, 982, 1630)
text-block (603, 464, 794, 522)
subheadline: Είς στρατιώτης τών ΛΟΚ θύμα τών τροχών κατά τήν διάρκειαν άσκήσεως είς Δράμαν (424, 150, 772, 178)
headline: Η ΑΥΞΗΣΙΣ ΤΩΝ ΤΙΜΩΝ ΣΥΝΕΧΙΖΕΤΑΙ ΕΙΣ ΤΟ ΧΡΗΜΑΤΙΣΤΗΡΙΟΝ ΤΗΣ Ν. ΥΟΡΚΗΣ (1364, 11, 1540, 67)
text-block (6, 1045, 205, 1123)
text-block (1342, 100, 1562, 188)
notice2-signature: ΕΚ ΤΗΣ Δ.Ε.Η. (114, 1937, 199, 1948)
feature-kicker: Έν ίδρυμα με κοινωνικόν περιεχόμενον (1053, 1074, 1504, 1098)
notice2-headline: ΠΡΟΣΩΡΙΝΗ ΔΙΑΚΟΠΗ ΗΛΕΚΤΡΙΚΟΥ ΡΕΥΜΑΤΟΣ ΔΙΑ ΤΕΧΝΙΚΟΥΣ ΛΟΓΟΥΣ (22, 1712, 189, 1754)
text-block (1342, 702, 1562, 741)
text-block (1342, 565, 1562, 623)
